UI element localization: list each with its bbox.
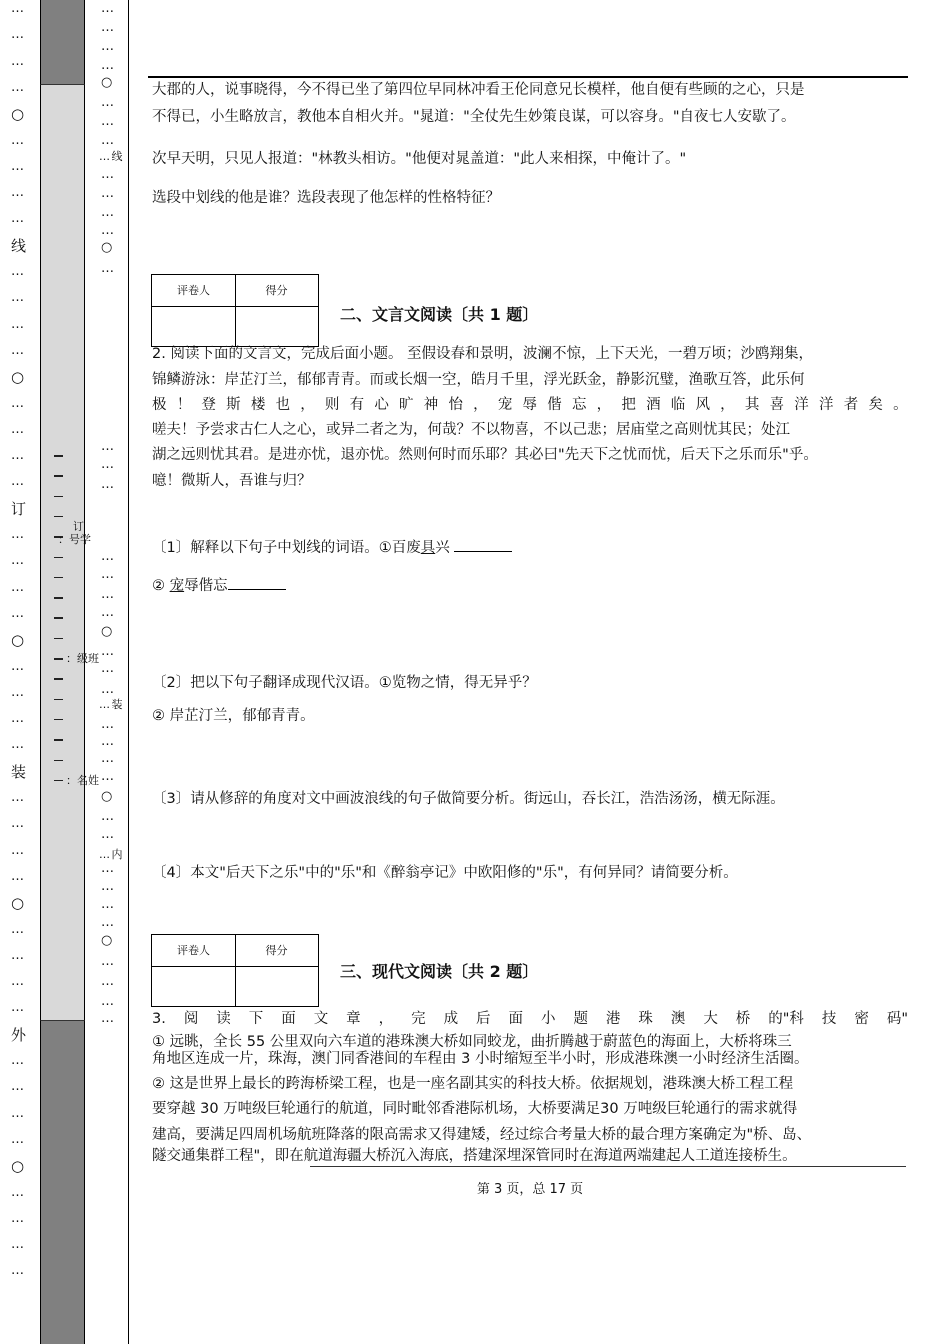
margin-marker: … <box>101 58 113 73</box>
margin-marker: … <box>101 439 113 454</box>
char: 下 <box>248 1011 264 1027</box>
fill-dash <box>54 739 63 741</box>
subquestion-3: 〔3〕请从修辞的角度对文中画波浪线的句子做简要分析。街远山，吞长江，浩浩汤汤，横无际涯。 <box>152 791 785 807</box>
margin-marker: … <box>101 477 113 492</box>
margin-marker: 线 <box>11 236 26 255</box>
char: ， <box>378 1011 394 1027</box>
margin-marker: 订 <box>11 499 26 518</box>
char: 洋 <box>818 397 834 413</box>
binding-band-middle <box>40 85 85 1020</box>
char: 极 <box>152 397 167 413</box>
margin-marker: … <box>101 915 113 930</box>
passage-line-underlined: 隧交通集群工程"，即在航道海疆大桥沉入海底，搭建深埋深管同时在海道两端建起人工道连接桥生。 <box>152 1148 797 1164</box>
margin-marker: … <box>11 185 23 201</box>
margin-marker: ○ <box>11 368 24 387</box>
margin-marker: … <box>101 133 113 148</box>
fill-dash <box>54 496 63 498</box>
char: ， <box>300 397 315 413</box>
passage-line: 要穿越 30 万吨级巨轮通行的航道，同时毗邻香港际机场，大桥要满足30 万吨级巨轮通行的需求就得 <box>152 1101 798 1117</box>
fill-dash <box>54 617 63 619</box>
margin-marker: … <box>101 39 113 54</box>
char: 则 <box>324 397 340 413</box>
char: 的"科 <box>768 1011 804 1027</box>
margin-marker: … <box>11 79 23 95</box>
margin-marker: … <box>101 661 113 676</box>
margin-marker: … <box>101 769 113 784</box>
passage-line-justified <box>152 395 908 415</box>
margin-marker: … <box>101 95 113 110</box>
char: 风 <box>695 397 710 413</box>
margin-marker: … <box>11 1237 23 1253</box>
char: 码" <box>886 1011 908 1027</box>
margin-marker: … <box>11 132 23 148</box>
fill-dash <box>54 658 63 660</box>
char: 斯 <box>226 397 241 413</box>
margin-marker: … <box>101 1 113 16</box>
reviewer-header: 评卷人 <box>152 935 235 967</box>
margin-marker: … <box>11 527 23 542</box>
margin-marker: … <box>11 1105 23 1121</box>
score-header: 得分 <box>235 935 318 967</box>
margin-marker: … <box>101 994 113 1009</box>
char: ！ <box>176 397 192 413</box>
margin-marker: … <box>11 1053 23 1068</box>
margin-marker: … <box>101 897 113 912</box>
margin-marker: … 线 <box>99 150 122 163</box>
section-heading: 三、现代文阅读〔共 2 题〕 <box>340 962 539 981</box>
margin-marker: … <box>11 868 23 884</box>
margin-marker: … <box>101 682 113 697</box>
char: 把 <box>621 397 636 413</box>
margin-marker: … <box>101 261 113 276</box>
char: 技 <box>821 1011 837 1027</box>
margin-marker: 装 <box>11 762 26 781</box>
fill-dash <box>54 516 63 518</box>
margin-marker: … <box>101 717 113 732</box>
margin-marker: … <box>11 684 23 700</box>
fill-dash <box>54 597 63 599</box>
margin-marker: … <box>11 448 23 464</box>
fill-dash <box>54 475 63 477</box>
fill-dash <box>54 577 63 579</box>
char: 辱 <box>522 397 538 413</box>
margin-marker: ○ <box>101 624 112 639</box>
char: 临 <box>670 397 686 413</box>
char: 有 <box>349 397 365 413</box>
char: 怡 <box>448 397 463 413</box>
margin-marker: … <box>11 1210 23 1226</box>
margin-marker: … <box>11 711 23 727</box>
name-label: ：名姓 <box>66 774 99 787</box>
subquestion-1b: ② 宠辱偕忘 <box>152 576 286 596</box>
margin-marker: ○ <box>101 75 112 90</box>
passage-line: 不得已，小生略放言，教他本自相火并。"晁道："全仗先生妙策良谋，可以容身。"自夜七人安歇了。 <box>152 109 796 125</box>
char: 成 <box>443 1011 459 1027</box>
margin-marker: … <box>11 790 23 805</box>
margin-marker: ○ <box>101 240 112 255</box>
subquestion-4: 〔4〕本文"后天下之乐"中的"乐"和《醉翁亭记》中欧阳修的"乐"，有何异同？请简要分析。 <box>152 865 738 881</box>
char: 。 <box>893 397 908 413</box>
fill-dash <box>54 699 63 701</box>
char: 密 <box>854 1011 869 1027</box>
margin-marker: … <box>101 186 113 201</box>
char: 酒 <box>646 397 661 413</box>
margin-marker: … <box>101 879 113 894</box>
score-table <box>151 934 319 1007</box>
margin-marker: … <box>101 457 113 472</box>
passage-line: ② 这是世界上最长的跨海桥梁工程，也是一座名副其实的科技大桥。依据规划，港珠澳大桥工程工程 <box>152 1076 794 1092</box>
passage-line-justified <box>152 1009 908 1029</box>
margin-marker: … <box>101 644 113 659</box>
margin-marker: … <box>11 579 23 595</box>
margin-marker: … <box>11 1079 23 1095</box>
char: 阅 <box>183 1011 199 1027</box>
margin-marker: … <box>11 816 23 832</box>
margin-marker: … <box>101 567 113 582</box>
margin-marker: … <box>101 954 113 969</box>
score-table <box>151 274 319 347</box>
margin-marker: … <box>11 1131 23 1147</box>
margin-marker: 外 <box>11 1025 26 1044</box>
fill-dash <box>54 760 63 762</box>
char: 大 <box>703 1011 718 1027</box>
char: 珠 <box>638 1011 653 1027</box>
margin-marker: … <box>101 734 113 749</box>
margin-marker: … <box>101 751 113 766</box>
fill-dash <box>54 780 63 782</box>
char: 3. <box>152 1011 166 1027</box>
margin-marker: … <box>11 1184 23 1200</box>
margin-marker: … <box>101 114 113 129</box>
margin-marker: … <box>11 974 23 990</box>
passage-line: 大郡的人，说事晓得，今不得已坐了第四位早同林冲看王伦同意兄长模样，他自便有些顾的之心，只是 <box>152 82 805 98</box>
char: 小 <box>540 1011 556 1027</box>
char: ， <box>473 397 488 413</box>
passage-line: ① 远眺，全长 55 公里双向六车道的港珠澳大桥如同蛟龙，曲折腾越于蔚蓝色的海面上，大桥将珠三 <box>152 1034 792 1050</box>
margin-marker: ○ <box>11 1157 24 1176</box>
char: 也 <box>275 397 291 413</box>
char: 心 <box>374 397 389 413</box>
char: 登 <box>201 397 216 413</box>
char: 桥 <box>735 1011 751 1027</box>
margin-marker: … <box>11 264 23 279</box>
char: 神 <box>423 397 439 413</box>
fill-dash <box>54 638 63 640</box>
margin-marker: … <box>101 974 113 989</box>
char: 澳 <box>670 1011 686 1027</box>
char: 题 <box>573 1011 588 1027</box>
margin-marker: … <box>101 809 113 824</box>
margin-marker: … <box>101 205 113 220</box>
char: 矣 <box>868 397 883 413</box>
section-heading: 二、文言文阅读〔共 1 题〕 <box>340 305 539 324</box>
fill-dash <box>54 455 63 457</box>
char: 面 <box>281 1011 296 1027</box>
passage-line: 嗟夫！予尝求古仁人之心，或异二者之为，何哉？不以物喜，不以己悲；居庙堂之高则忧其民；处江 <box>152 422 790 438</box>
margin-marker: … <box>101 223 113 238</box>
underline-rule <box>310 1166 906 1167</box>
margin-label-ding: 订 <box>73 520 84 533</box>
margin-marker: … <box>11 1 23 16</box>
margin-marker: … 内 <box>99 848 122 861</box>
margin-marker: … <box>11 158 23 174</box>
char: 洋 <box>794 397 809 413</box>
margin-marker: … <box>11 947 23 963</box>
passage-line: 建高，要满足四周机场航班降落的限高需求又得建矮，经过综合考量大桥的最合理方案确定为"桥、岛、 <box>152 1127 812 1143</box>
margin-marker: … <box>101 549 113 564</box>
char: ， <box>720 397 735 413</box>
char: 面 <box>508 1011 523 1027</box>
passage-line: 湖之远则忧其君。是进亦忧，退亦忧。然则何时而乐耶？其必曰"先天下之忧而忧，后天下之乐而乐"乎。 <box>152 447 818 463</box>
char: 宠 <box>497 397 513 413</box>
margin-marker: … <box>11 211 23 227</box>
passage-line: 次早天明，只见人报道："林教头相访。"他便对晁盖道："此人来相探，中俺计了。" <box>152 151 687 167</box>
top-rule <box>148 76 908 78</box>
margin-marker: … <box>101 587 113 602</box>
margin-marker: … <box>11 921 23 937</box>
margin-marker: … <box>11 316 23 332</box>
subquestion-2: 〔2〕把以下句子翻译成现代汉语。①览物之情，得无异乎？ <box>152 675 537 691</box>
char: 后 <box>476 1011 491 1027</box>
margin-marker: … <box>11 1000 23 1016</box>
question-text: 选段中划线的他是谁？选段表现了他怎样的性格特征？ <box>152 190 500 206</box>
char: 港 <box>605 1011 621 1027</box>
margin-marker: … <box>11 421 23 437</box>
margin-marker: … <box>11 605 23 621</box>
margin-divider <box>128 0 129 1344</box>
passage-line: 锦鳞游泳：岸芷汀兰，郁郁青青。而或长烟一空，皓月千里，浮光跃金，静影沉璧，渔歌互答，此乐何 <box>152 372 805 388</box>
margin-marker: … <box>11 27 23 43</box>
margin-marker: … <box>101 827 113 842</box>
char: ， <box>596 397 612 413</box>
margin-marker: … 装 <box>99 698 122 711</box>
question-intro: 2. 阅读下面的文言文，完成后面小题。 至假设春和景明，波澜不惊，上下天光，一碧万顷；沙鸥翔集， <box>152 346 814 362</box>
margin-marker: … <box>11 553 23 569</box>
margin-marker: … <box>11 658 23 674</box>
binding-band-top <box>40 0 85 85</box>
margin-marker: … <box>101 167 113 182</box>
margin-marker: … <box>11 737 23 753</box>
fill-dash <box>54 557 63 559</box>
margin-marker: ○ <box>11 631 24 650</box>
margin-marker: … <box>101 20 113 35</box>
margin-marker: ○ <box>101 789 112 804</box>
char: 忘 <box>571 397 587 413</box>
margin-marker: … <box>11 1263 23 1279</box>
subquestion-2b: ② 岸芷汀兰，郁郁青青。 <box>152 708 315 724</box>
char: 读 <box>216 1011 231 1027</box>
margin-marker: … <box>101 861 113 876</box>
fill-dash <box>54 678 63 680</box>
char: 完 <box>411 1011 426 1027</box>
class-label: ：级班 <box>66 652 99 665</box>
fill-dash <box>54 719 63 721</box>
margin-marker: … <box>11 53 23 69</box>
answer-blank[interactable] <box>454 538 512 552</box>
char: 文 <box>313 1011 329 1027</box>
char: 章 <box>346 1011 361 1027</box>
char: 喜 <box>769 397 785 413</box>
char: 偕 <box>547 397 562 413</box>
margin-marker: … <box>11 474 23 490</box>
subquestion-1: 〔1〕解释以下句子中划线的词语。①百废具兴 <box>152 538 512 558</box>
margin-marker: ○ <box>11 894 24 913</box>
student-id-label: ：号学 <box>58 533 91 546</box>
char: 者 <box>843 397 859 413</box>
margin-marker: … <box>11 395 23 411</box>
margin-marker: ○ <box>11 105 24 124</box>
page-footer: 第 3 页，总 17 页 <box>476 1182 584 1197</box>
score-header: 得分 <box>235 275 318 307</box>
passage-line: 角地区连成一片，珠海，澳门同香港间的车程由 3 小时缩短至半小时，形成港珠澳一小时经济生活圈。 <box>152 1051 809 1067</box>
margin-marker: ○ <box>101 933 112 948</box>
reviewer-header: 评卷人 <box>152 275 235 307</box>
margin-marker: … <box>101 605 113 620</box>
char: 其 <box>744 397 760 413</box>
char: 旷 <box>399 397 414 413</box>
margin-marker: … <box>11 342 23 358</box>
answer-blank[interactable] <box>228 576 286 590</box>
passage-line: 噫！微斯人，吾谁与归？ <box>152 473 312 489</box>
margin-marker: … <box>11 842 23 858</box>
margin-marker: … <box>11 290 23 306</box>
margin-marker: … <box>101 1011 113 1026</box>
char: 楼 <box>250 397 266 413</box>
